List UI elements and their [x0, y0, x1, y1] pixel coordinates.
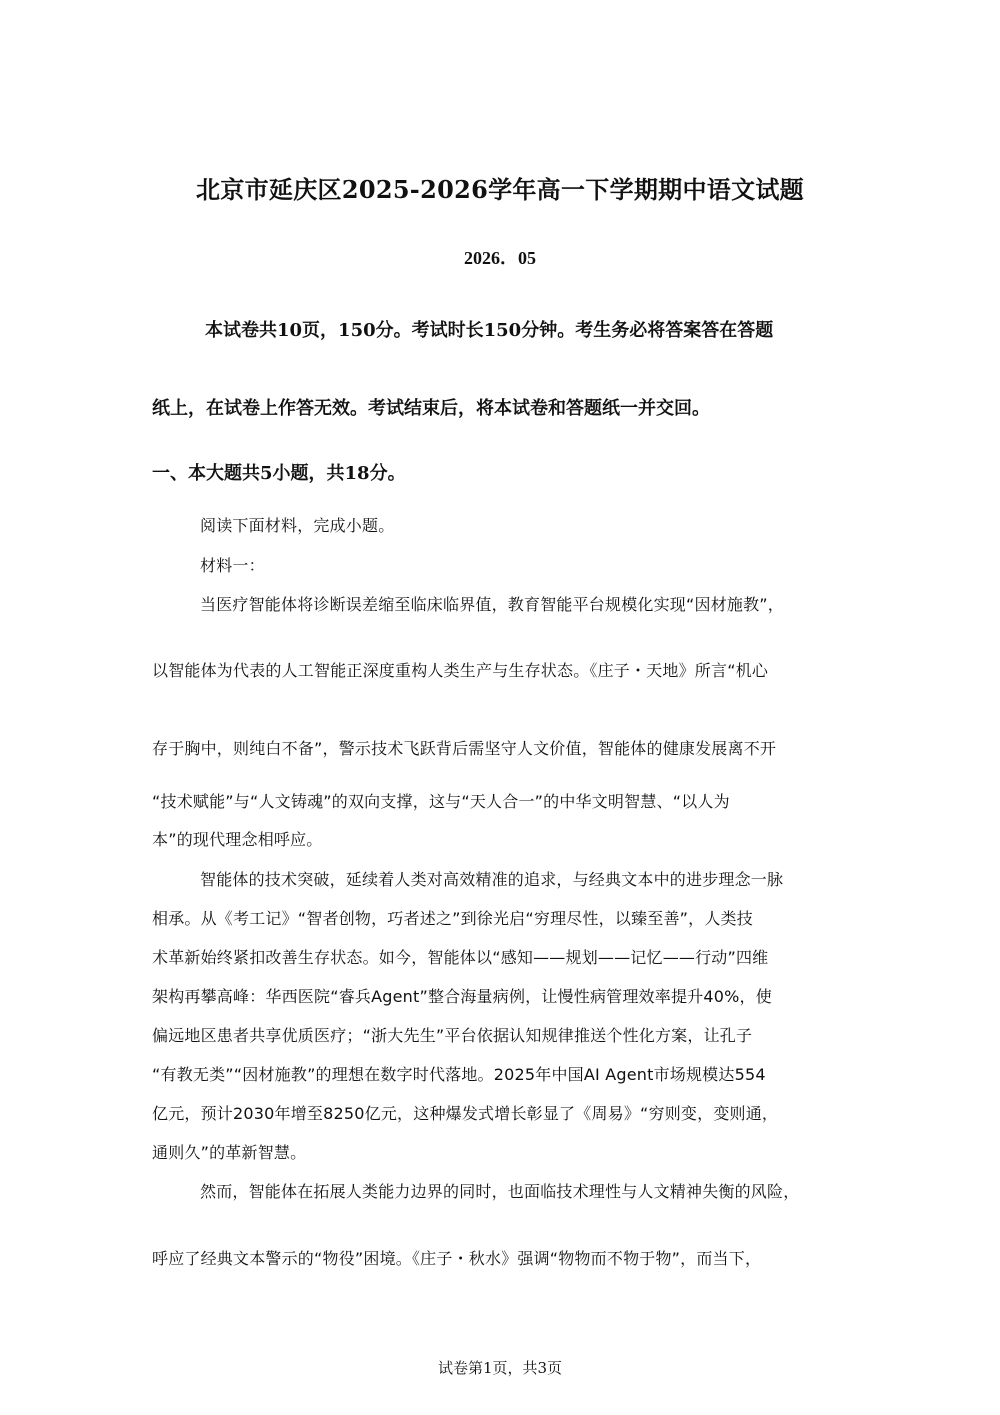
paragraph-line: 术革新始终紧扣改善生存状态。如今，智能体以“感知——规划——记忆——行动”四维: [152, 948, 769, 967]
paragraph-line: 存于胸中，则纯白不备”，警示技术飞跃背后需坚守人文价值，智能体的健康发展离不开: [152, 739, 777, 758]
paragraph-line: 呼应了经典文本警示的“物役”困境。《庄子・秋水》强调“物物而不物于物”，而当下，: [152, 1249, 762, 1268]
paragraph-line: 然而，智能体在拓展人类能力边界的同时，也面临技术理性与人文精神失衡的风险，: [200, 1182, 800, 1201]
paragraph-line: 相承。从《考工记》“智者创物，巧者述之”到徐光启“穷理尽性，以臻至善”，人类技: [152, 909, 753, 928]
exam-date: 2026．05: [464, 248, 536, 268]
paragraph-line: 当医疗智能体将诊断误差缩至临床临界值，教育智能平台规模化实现“因材施教”，: [200, 595, 784, 614]
instruction-line: 本试卷共10页，150分。考试时长150分钟。考生务必将答案答在答题: [205, 320, 774, 341]
paragraph-line: “有教无类”“因材施教”的理想在数字时代落地。2025年中国AI Agent市场规模达554: [152, 1065, 766, 1084]
page-footer: 试卷第1页，共3页: [437, 1359, 563, 1377]
paragraph-line: 本”的现代理念相呼应。: [152, 830, 323, 849]
paragraph-line: 亿元，预计2030年增至8250亿元，这种爆发式增长彰显了《周易》“穷则变，变则通，: [152, 1104, 779, 1123]
material-label: 材料一：: [200, 556, 265, 575]
paragraph-line: 智能体的技术突破，延续着人类对高效精准的追求，与经典文本中的进步理念一脉: [200, 870, 784, 889]
paragraph-line: 以智能体为代表的人工智能正深度重构人类生产与生存状态。《庄子・天地》所言“机心: [152, 661, 769, 680]
paragraph-line: 通则久”的革新智慧。: [152, 1143, 307, 1162]
intro-text: 阅读下面材料，完成小题。: [200, 516, 395, 535]
section-heading: 一、本大题共5小题，共18分。: [152, 463, 406, 484]
document-title: 北京市延庆区2025-2026学年高一下学期期中语文试题: [196, 175, 804, 204]
instruction-line: 纸上，在试卷上作答无效。考试结束后，将本试卷和答题纸一并交回。: [152, 398, 710, 419]
paragraph-line: “技术赋能”与“人文铸魂”的双向支撑，这与“天人合一”的中华文明智慧、“以人为: [152, 792, 730, 811]
paragraph-line: 架构再攀高峰：华西医院“睿兵Agent”整合海量病例，让慢性病管理效率提升40%，使: [152, 987, 772, 1006]
paragraph-line: 偏远地区患者共享优质医疗；“浙大先生”平台依据认知规律推送个性化方案，让孔子: [152, 1026, 753, 1045]
